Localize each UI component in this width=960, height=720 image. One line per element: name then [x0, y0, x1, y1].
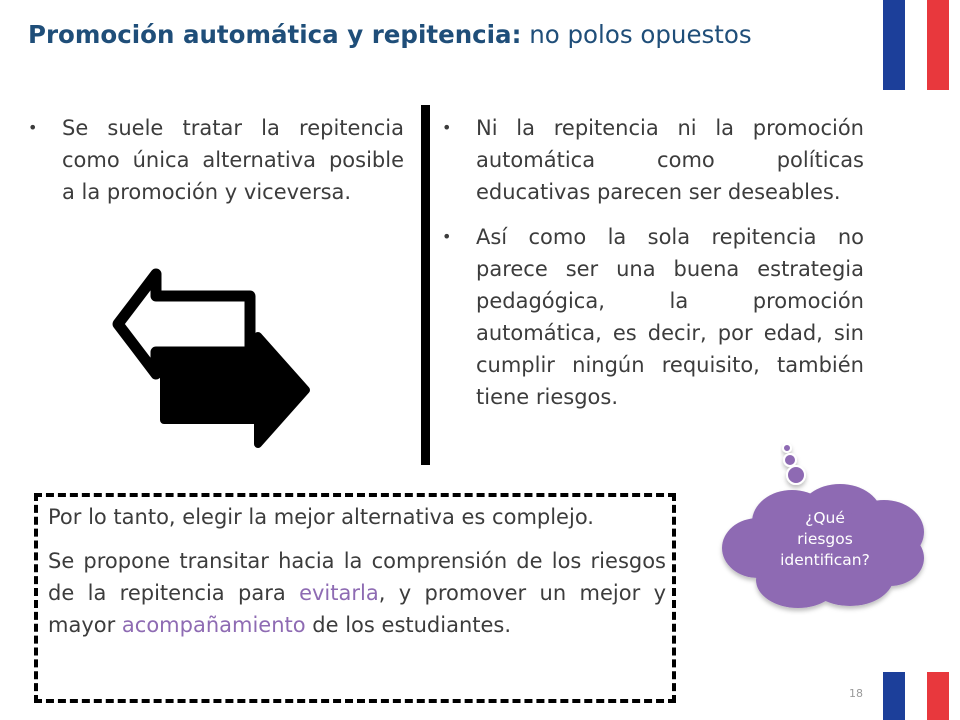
highlight-evitarla: evitarla: [299, 581, 379, 605]
thought-line-1: ¿Qué: [805, 509, 845, 527]
chile-flag-stripe-top: [883, 0, 949, 90]
conclusion-text-c: de los estudiantes.: [305, 613, 512, 637]
page-number: 18: [849, 687, 863, 700]
conclusion-paragraph-2: [48, 545, 666, 641]
slide-title-bold: Promoción automática y repitencia:: [28, 20, 522, 49]
conclusion-box: [34, 493, 676, 703]
right-bullet-2: • Así como la sola repitencia no parece ser una buena estrategia pedagógica, la promoción automática, es decir, por edad, sin cumplir ningún requisito, también tiene riesgos.: [476, 221, 864, 413]
slide-title: [28, 20, 752, 49]
conclusion-text-a: Se propone transitar hacia la comprensión de los riesgos de la repitencia para: [48, 549, 666, 605]
slide-title-regular: no polos opuestos: [529, 20, 752, 49]
conclusion-text-b: , y promover un mejor y mayor: [48, 581, 666, 637]
thought-bubble-text: [740, 508, 910, 571]
right-bullet-1: • Ni la repitencia ni la promoción automática como políticas educativas parecen ser deseables.: [476, 112, 864, 208]
vertical-divider: [421, 105, 430, 465]
conclusion-paragraph-1: Por lo tanto, elegir la mejor alternativa es complejo.: [48, 505, 594, 529]
thought-line-3: identifican?: [780, 551, 870, 569]
opposite-arrows-icon: [106, 262, 312, 452]
highlight-acompanamiento: acompañamiento: [121, 613, 306, 637]
right-bullet-list: [476, 112, 864, 413]
thought-line-2: riesgos: [797, 530, 853, 548]
left-bullet-1: • Se suele tratar la repitencia como única alternativa posible a la promoción y viceversa.: [62, 112, 404, 208]
left-bullet-list: [62, 112, 404, 208]
chile-flag-stripe-bottom: [883, 672, 949, 720]
